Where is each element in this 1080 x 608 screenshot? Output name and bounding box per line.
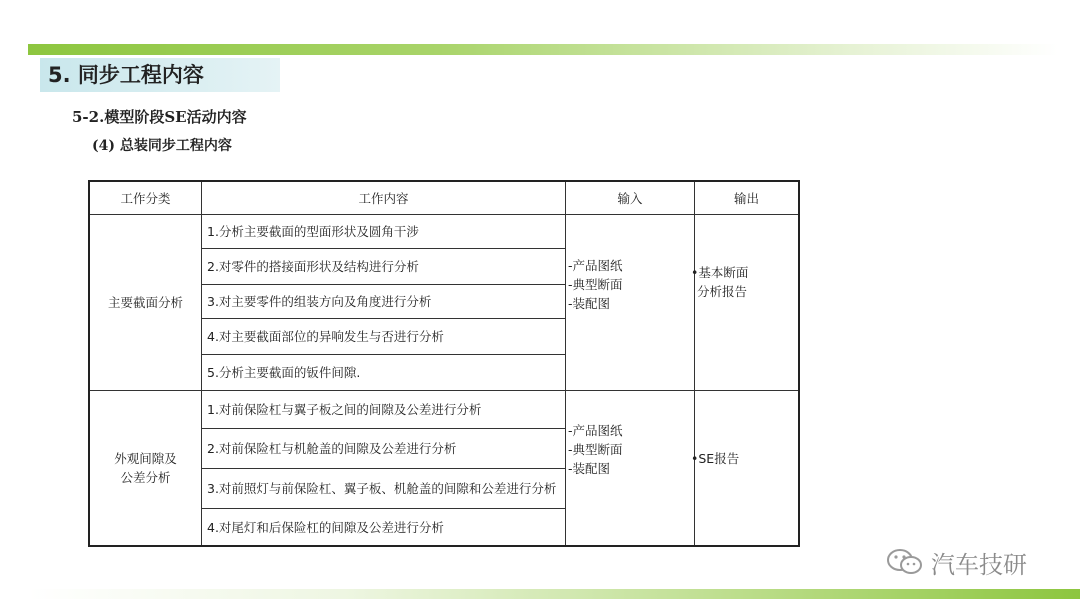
- category-line: 外观间隙及: [114, 451, 177, 466]
- input-item: -典型断面: [568, 277, 623, 292]
- table-row: 3.对前照灯与前保险杠、翼子板、机舱盖的间隙和公差进行分析: [207, 481, 557, 496]
- category-main-section-analysis: 主要截面分析: [107, 295, 183, 310]
- table-row: 3.对主要零件的组装方向及角度进行分析: [207, 294, 432, 309]
- table-row: 4.对主要截面部位的异响发生与否进行分析: [207, 329, 444, 344]
- bottom-decorative-bar: [28, 589, 1080, 599]
- input-item: -产品图纸: [568, 423, 623, 438]
- table-row: 1.对前保险杠与翼子板之间的间隙及公差进行分析: [207, 402, 482, 417]
- output-item: •SE报告: [691, 451, 740, 466]
- input-list: [568, 421, 692, 478]
- section-title: 5. 同步工程内容: [40, 58, 280, 92]
- sub-title: 5-2.模型阶段SE活动内容: [72, 108, 247, 126]
- table-row: 1.分析主要截面的型面形状及圆角干涉: [207, 224, 419, 239]
- input-list: [568, 256, 692, 313]
- category-line: 公差分析: [120, 470, 171, 485]
- input-item: -典型断面: [568, 442, 623, 457]
- input-item: -装配图: [568, 461, 611, 476]
- header-input: 输入: [617, 191, 643, 206]
- input-item: -装配图: [568, 296, 611, 311]
- assembly-se-table: [88, 180, 800, 547]
- header-category: 工作分类: [120, 191, 171, 206]
- header-content: 工作内容: [358, 191, 409, 206]
- table-row: 4.对尾灯和后保险杠的间隙及公差进行分析: [207, 519, 444, 535]
- header-output: 输出: [733, 191, 759, 206]
- output-list: [691, 263, 797, 301]
- watermark: [885, 542, 1055, 582]
- output-item: •基本断面: [691, 265, 749, 280]
- category-appearance-gap-analysis: [90, 391, 201, 545]
- table-row: 2.对零件的搭接面形状及结构进行分析: [207, 259, 419, 274]
- wechat-icon: [885, 547, 925, 577]
- top-decorative-bar: [28, 44, 1058, 55]
- sub-sub-title: (4) 总装同步工程内容: [92, 138, 232, 154]
- output-item: 分析报告: [697, 284, 748, 299]
- input-item: -产品图纸: [568, 258, 623, 273]
- table-row: 5.分析主要截面的钣件间隙.: [207, 365, 361, 380]
- output-list: [691, 449, 797, 468]
- table-row: 2.对前保险杠与机舱盖的间隙及公差进行分析: [207, 441, 457, 456]
- watermark-text: 汽车技研: [931, 550, 1027, 579]
